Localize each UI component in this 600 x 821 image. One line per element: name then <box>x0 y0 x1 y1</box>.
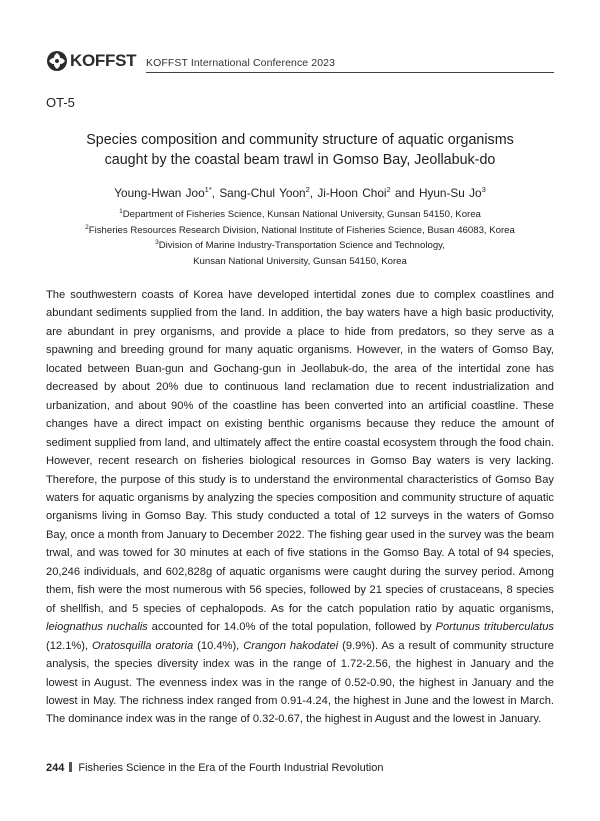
page-footer <box>46 762 383 774</box>
footer-divider <box>69 762 72 772</box>
author-name: Ji-Hoon Choi <box>317 186 387 200</box>
abstract <box>46 286 554 729</box>
abstract-text: (10.4%), <box>193 639 244 652</box>
affiliation-text: Fisheries Resources Research Division, National Institute of Fisheries Science, Busan 46083, Korea <box>88 224 515 236</box>
author-name: Hyun-Su Jo <box>418 186 482 200</box>
conference-name: KOFFST International Conference 2023 <box>146 57 336 69</box>
affiliation-text: Division of Marine Industry-Transportation Science and Technology, <box>158 240 445 251</box>
affiliation-sup: 2 <box>85 223 89 231</box>
author-sep: , <box>211 186 220 200</box>
footer-section: Fisheries Science in the Era of the Fourth Industrial Revolution <box>78 762 384 774</box>
author-name: Sang-Chul Yoon <box>219 186 306 200</box>
abstract-text: (12.1%), <box>46 639 93 652</box>
author-sup: 2 <box>305 185 310 195</box>
koffst-logo <box>46 50 136 72</box>
author-sup: 1* <box>204 185 212 195</box>
abstract-text: (9.9%). As a result of community structure analysis, the species diversity index was in the range of 1.72-2.56, the highest in January and the lowest in August. The evenness index was in the range of 0.52-0.90, the highest in January and the lowest in May. The richness index ranged from 0.91-4.24, the highest in June and the lowest in March. The dominance index was in the range of 0.32-0.67, the highest in August and the lowest in January. <box>46 639 554 726</box>
author-sup: 3 <box>481 185 486 195</box>
affiliation <box>46 238 554 254</box>
author-name: Young-Hwan Joo <box>114 186 205 200</box>
affiliation-sup: 1 <box>119 207 123 215</box>
author-sup: 2 <box>386 185 391 195</box>
species-name: Oratosquilla oratoria <box>92 639 194 652</box>
title-line: Species composition and community structure of aquatic organisms <box>86 132 514 148</box>
author-sep: , <box>309 186 318 200</box>
species-name: leiognathus nuchalis <box>46 621 148 634</box>
header-rule <box>146 72 554 73</box>
affiliation-text: Kunsan National University, Gunsan 54150, Korea <box>193 255 407 267</box>
affiliation <box>46 223 554 239</box>
koffst-logo-icon <box>46 50 68 72</box>
author-sep: and <box>390 186 419 200</box>
species-name: Portunus trituberculatus <box>435 621 554 634</box>
species-name: Crangon hakodatei <box>243 639 339 652</box>
page-number: 244 <box>46 762 65 774</box>
page-header <box>46 50 554 74</box>
author-list <box>46 186 554 200</box>
title-line: caught by the coastal beam trawl in Gomso Bay, Jeollabuk-do <box>104 152 496 168</box>
logo-text: KOFFST <box>70 51 137 70</box>
affiliation-sup: 3 <box>155 238 159 246</box>
abstract-text: accounted for 14.0% of the total population, followed by <box>147 621 436 634</box>
affiliation <box>46 207 554 223</box>
affiliation-text: Department of Fisheries Science, Kunsan National University, Gunsan 54150, Korea <box>122 209 481 220</box>
abstract-text: The southwestern coasts of Korea have developed intertidal zones due to complex coastlines and abundant sediments supplied from the land. In addition, the bay waters have a high basic productivity, are abundant in prey organisms, and provide a place to hide from predators, so they serve as a spawning and breeding ground for many aquatic organisms. However, in the waters of Gomso Bay, located between Buan-gun and Gochang-gun in Jeollabuk-do, the area of the intertidal zone has decreased by about 20% due to continuous land reclamation due to recent industrialization and urbanization, and about 90% of the coastline has been converted into an artificial coastline. These changes have a direct impact on existing benthic organisms because they reduce the amount of sediment supplied from land, and ultimately affect the entire coastal ecosystem through the food chain. However, recent research on fisheries biological resources in Gomso Bay waters is very lacking. Therefore, the purpose of this study is to understand the environmental characteristics of Gomso Bay waters for aquatic organisms by analyzing the species composition and community structure of aquatic organisms living in Gomso Bay. This study conducted a total of 12 surveys in the waters of Gomso Bay, once a month from January to December 2022. The fishing gear used in the survey was the beam trwal, and was towed for 30 minutes at each of five stations in the Gomso Bay. A total of 94 species, 20,246 individuals, and 602,828g of aquatic organisms were caught during the survey period. Among them, fish were the most numerous with 56 species, followed by 21 species of crustaceans, 8 species of shellfish, and 5 species of cephalopods. As for the catch population ratio by aquatic organisms, <box>46 289 554 615</box>
affiliation <box>46 254 554 270</box>
affiliations <box>46 207 554 269</box>
paper-code: OT-5 <box>46 95 75 110</box>
paper-title <box>46 130 554 170</box>
